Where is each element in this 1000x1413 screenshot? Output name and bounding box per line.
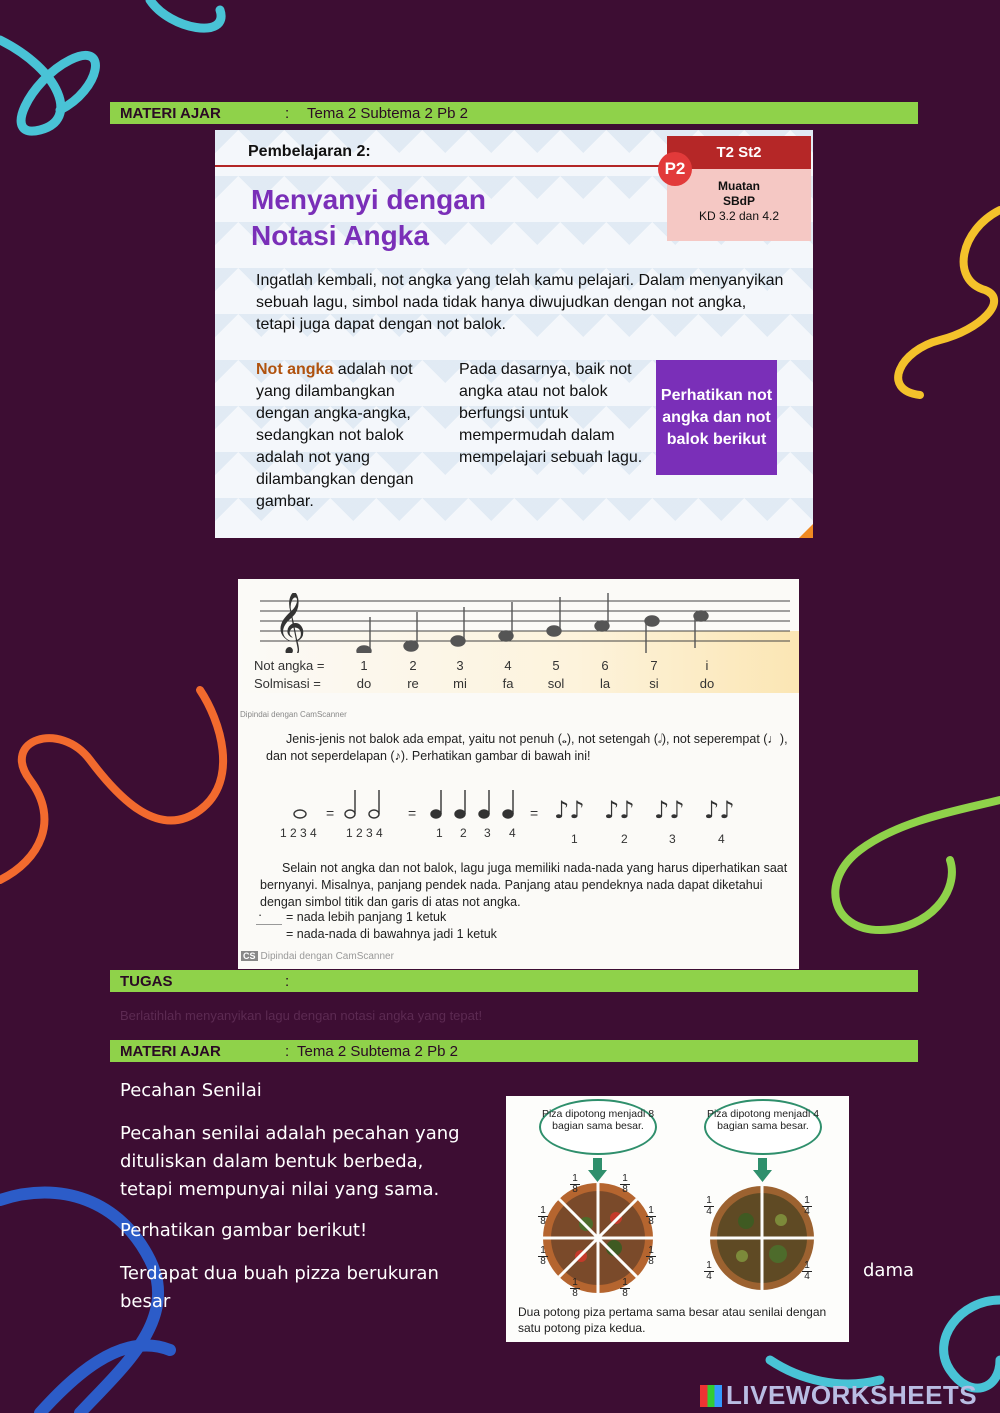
tugas-instruction: Berlatihlah menyanyikan lagu dengan notasi angka yang tepat! [120,1008,483,1023]
bar-colon: : [285,972,290,990]
solmisasi-6: la [599,676,611,691]
not-angka-highlight: Not angka [256,361,334,378]
scanner-watermark-small: Dipindai dengan CamScanner [240,710,347,719]
fraction-label: 1 4 [802,1196,812,1217]
pizza-4-slices-icon [710,1186,814,1290]
fraction-label: 1 8 [620,1278,630,1299]
scanner-footer-text: Dipindai dengan CamScanner [260,951,394,962]
pecahan-instruction: Perhatikan gambar berikut! [120,1220,368,1241]
line-symbol-icon [256,924,282,925]
slide-corner [799,524,813,538]
fraction-label: 1 4 [802,1261,812,1282]
camscanner-badge: CS [243,951,256,961]
bar-colon: : [285,104,290,122]
pizza-fractions-image [506,1096,849,1342]
solmisasi-1: do [356,676,372,691]
svg-text:♪♪: ♪♪ [704,796,735,824]
music-staff [260,593,790,653]
angka-5: 5 [552,658,560,673]
pizza-caption: Dua potong piza pertama sama besar atau senilai dengan satu potong piza kedua. [518,1305,827,1335]
fraction-label: 1 8 [570,1174,580,1195]
count-whole: 1 2 3 4 [280,826,317,840]
slide-title-line2: Notasi Angka [251,220,429,251]
svg-text:♪♪: ♪♪ [604,796,635,824]
line-rule: = nada-nada di bawahnya jadi 1 ketuk [286,927,497,941]
svg-text:♪♪: ♪♪ [554,796,585,824]
fraction-label: 1 8 [646,1206,656,1227]
rhythm-values-diagram [278,784,788,824]
pizza-illustration [506,1096,849,1301]
muatan-subject: SBdP [722,194,755,208]
solmisasi-label: Solmisasi = [254,676,321,691]
bar-label: MATERI AJAR [120,104,221,122]
count-quarter-1: 1 [436,826,443,840]
count-quarter-2: 2 [460,826,467,840]
slide-column-2: Pada dasarnya, baik not angka atau not balok berfungsi untuk mempermudah dalam mempelajari sebuah lagu. [459,361,643,466]
solmisasi-4: fa [502,676,514,691]
bar-value: Tema 2 Subtema 2 Pb 2 [307,104,468,122]
svg-text:=: = [530,805,539,821]
treble-clef-icon: 𝄞 [274,593,306,653]
dot-symbol-icon: · [258,908,263,922]
angka-3: 3 [456,658,464,673]
muatan-label: Muatan [718,179,760,193]
fraction-label: 1 4 [704,1261,714,1282]
count-eighth-2: 2 [621,832,628,846]
solmisasi-5: sol [547,676,565,691]
angka-4: 4 [504,658,512,673]
slide-tag: T2 St2 [667,136,811,169]
muatan-box [667,169,811,241]
angka-8: i [705,658,709,673]
bar-value: Tema 2 Subtema 2 Pb 2 [297,1042,458,1060]
watermark-text: LIVEWORKSHEETS [726,1380,978,1410]
note-length-paragraph: Selain not angka dan not balok, lagu juga memiliki nada-nada yang harus diperhatikan saat bernyanyi. Misalnya, panjang pendek nada. Panjang atau pendeknya nada dapat diketahui dengan simbol titik dan garis di atas not angka. [260,861,788,909]
count-eighth-3: 3 [669,832,676,846]
count-quarter-3: 3 [484,826,491,840]
slide-header-line [215,165,670,167]
callout-box: Perhatikan not angka dan not balok berikut [656,360,777,475]
bar-label: MATERI AJAR [120,1042,221,1060]
bubble-quarters: Piza dipotong menjadi 4 bagian sama besar. [704,1099,822,1155]
fraction-label: 1 8 [646,1246,656,1267]
slide-intro: Ingatlah kembali, not angka yang telah kamu pelajari. Dalam menyanyikan sebuah lagu, simbol nada tidak hanya diwujudkan dengan not angka, tetapi juga dapat dengan not balok. [256,272,784,333]
arrow-down-icon [753,1158,772,1182]
bar-colon: : [285,1042,290,1060]
pecahan-sentence-end: besar [120,1291,171,1312]
svg-text:=: = [408,805,417,821]
slide-title [251,182,581,254]
count-quarter-4: 4 [509,826,516,840]
count-half: 1 2 3 4 [346,826,383,840]
music-notes-scan [238,579,799,969]
arrow-down-icon [588,1158,607,1182]
svg-text:♪♪: ♪♪ [654,796,685,824]
fraction-label: 1 4 [704,1196,714,1217]
lesson-slide-image [215,130,813,538]
pecahan-sentence-start: Terdapat dua buah pizza berukuran [120,1263,439,1284]
liveworksheets-logo [700,1380,977,1411]
not-angka-label: Not angka = [254,658,325,673]
solmisasi-2: re [407,676,419,691]
tugas-bar [110,970,918,992]
materi-ajar-bar-2 [110,1040,918,1062]
solmisasi-8: do [699,676,715,691]
pecahan-sentence-right: dama [863,1260,915,1281]
bar-label: TUGAS [120,972,173,990]
bubble-eighths: Piza dipotong menjadi 8 bagian sama besar. [539,1099,657,1155]
materi-ajar-bar-1 [110,102,918,124]
fraction-label: 1 8 [620,1174,630,1195]
solmisasi-7: si [649,676,659,691]
angka-1: 1 [360,658,368,673]
pizza-8-slices-icon [543,1183,653,1293]
pecahan-heading: Pecahan Senilai [120,1080,262,1101]
kd-text: KD 3.2 dan 4.2 [698,209,780,223]
scanner-footer [241,951,394,962]
note-types-paragraph: Jenis-jenis not balok ada empat, yaitu not penuh (𝅝), not setengah (𝅗𝅥), not seperempat (♩), dan not seperdelapan (♪). Perhatikan gambar di bawah ini! [266,732,788,763]
angka-2: 2 [409,658,417,673]
col1-text: adalah not yang dilambangkan dengan angka-angka, sedangkan not balok adalah not yang dilambangkan dengan gambar. [256,361,414,510]
fraction-label: 1 8 [538,1246,548,1267]
dot-rule: = nada lebih panjang 1 ketuk [286,910,447,924]
pecahan-definition: Pecahan senilai adalah pecahan yang dituliskan dalam bentuk berbeda, tetapi mempunyai nilai yang sama. [120,1123,460,1200]
fraction-label: 1 8 [570,1278,580,1299]
count-eighth-1: 1 [571,832,578,846]
angka-6: 6 [601,658,609,673]
liveworksheets-logo-icon [700,1385,722,1407]
slide-header: Pembelajaran 2: [248,143,371,160]
fraction-label: 1 8 [538,1206,548,1227]
angka-7: 7 [650,658,658,673]
svg-text:=: = [326,805,335,821]
slide-column-1 [256,359,436,513]
solmisasi-3: mi [453,676,467,691]
count-eighth-4: 4 [718,832,725,846]
slide-title-line1: Menyanyi dengan [251,184,486,215]
p2-badge: P2 [658,152,692,186]
